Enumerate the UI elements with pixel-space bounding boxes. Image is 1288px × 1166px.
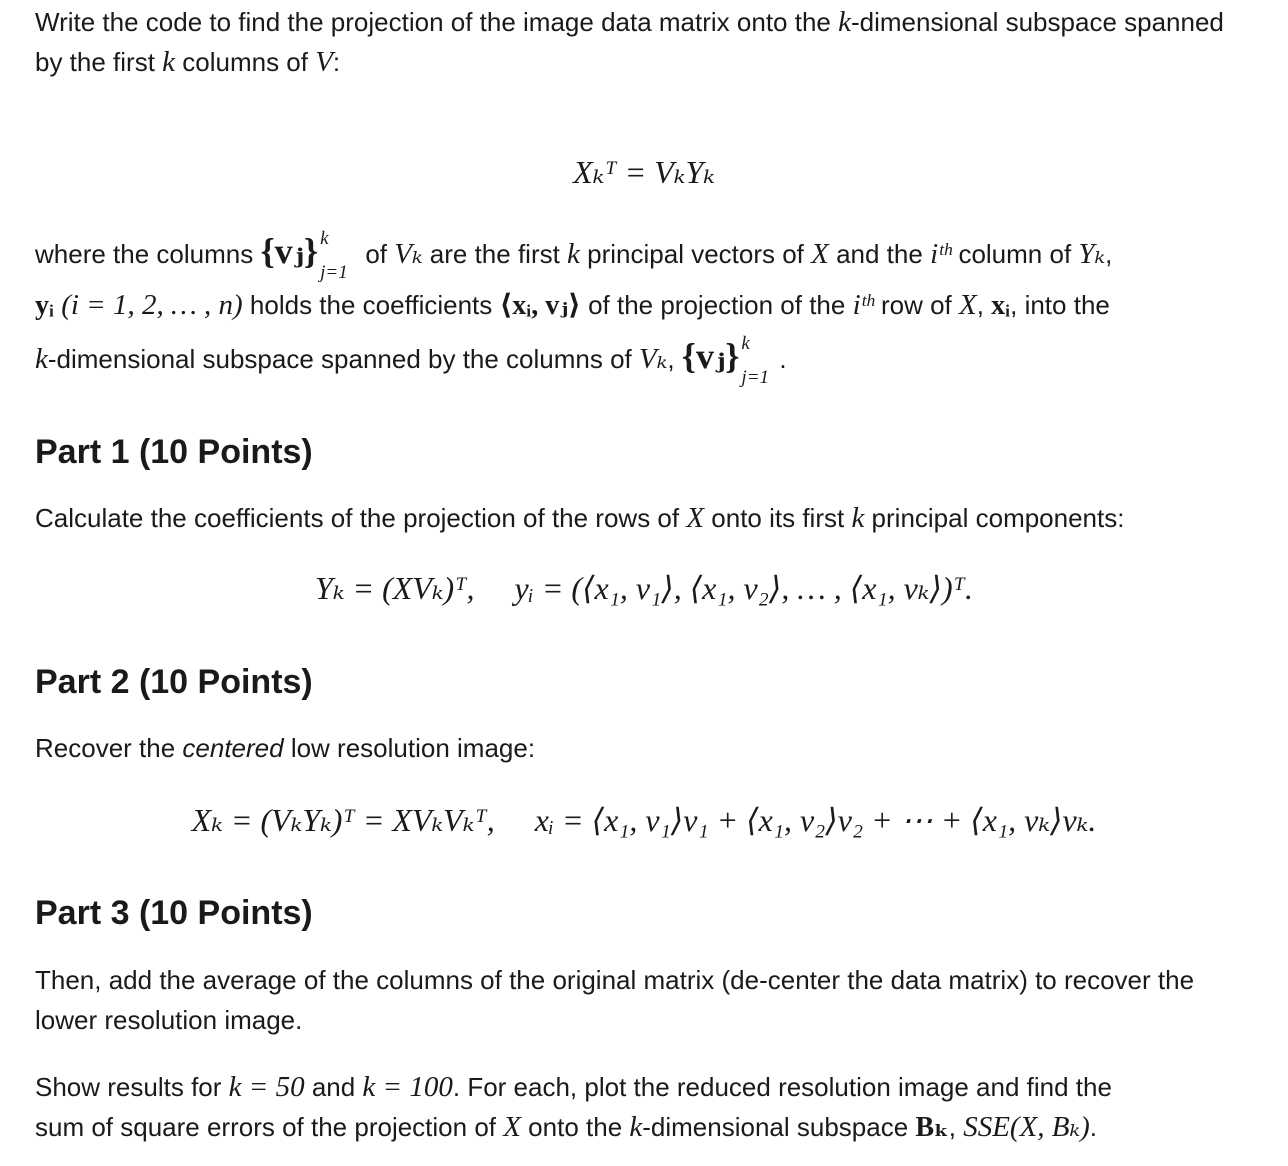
part2-heading: Part 2 (10 Points) (35, 663, 313, 701)
math-yi: yᵢ (35, 290, 54, 321)
sup-k: k (741, 333, 750, 354)
set-limits (318, 228, 358, 283)
text: Calculate the coefficients of the projection of the rows of (35, 503, 687, 533)
text: and (304, 1072, 363, 1102)
math-Yk: Yₖ (1078, 238, 1106, 270)
text: . For each, plot the reduced resolution image and find the (452, 1072, 1112, 1102)
math-Vk: Vₖ (394, 238, 423, 270)
math-k100: k = 100 (362, 1071, 453, 1103)
math-k: k (35, 343, 48, 375)
math-k: k (629, 1111, 643, 1143)
intro-text: : (332, 47, 341, 77)
math-range: (i = 1, 2, … , n) (53, 289, 243, 321)
text: are the first (422, 239, 568, 269)
text: column of (951, 239, 1079, 269)
text: , into the (1010, 290, 1110, 320)
sup-k: k (320, 228, 329, 249)
math-k: k (567, 238, 580, 270)
text: of the projection of the (580, 290, 853, 320)
math-X: X (811, 238, 829, 270)
math-inner: ⟨xᵢ, vⱼ⟩ (499, 290, 581, 321)
text: Recover the (35, 733, 183, 763)
equation-projection: Xₖᵀ = VₖYₖ (573, 154, 715, 190)
part1-equation (0, 566, 1288, 610)
eq-xi: xᵢ = ⟨x₁, v₁⟩v₁ + ⟨x₁, v₂⟩v₂ + ⋯ + ⟨x₁, vₖ⟩vₖ. (534, 802, 1097, 838)
text: principal components: (864, 503, 1125, 533)
math-ith: iᵗʰ (852, 289, 874, 321)
text: where the columns (35, 239, 261, 269)
text: sum of square errors of the projection of (35, 1112, 504, 1142)
sub-j1: j=1 (320, 262, 348, 283)
set-limits (739, 333, 779, 388)
math-Bk: Bₖ (915, 1112, 949, 1143)
sub-j1: j=1 (741, 367, 770, 388)
math-k: k (838, 6, 851, 38)
math-X: X (958, 289, 977, 321)
text: principal vectors of (579, 239, 812, 269)
eq-Xk: Xₖ = (VₖYₖ)ᵀ = XVₖVₖᵀ, (191, 802, 495, 838)
text: , (667, 344, 682, 374)
math-sse: SSE(X, Bₖ) (963, 1111, 1090, 1143)
math-V: V (315, 46, 333, 78)
text: . (779, 344, 787, 374)
eq-yi: yᵢ = (⟨x₁, v₁⟩, ⟨x₁, v₂⟩, … , ⟨x₁, vₖ⟩)ᵀ. (514, 570, 973, 606)
intro-text: Write the code to find the projection of the image data matrix onto the (35, 7, 839, 37)
math-set-v: {vⱼ} (260, 231, 319, 271)
text: . (1089, 1112, 1097, 1142)
text: -dimensional subspace spanned by the columns of (47, 344, 640, 374)
math-X: X (503, 1111, 521, 1143)
intro-text: columns of (175, 47, 316, 77)
math-k: k (851, 502, 865, 534)
math-set-v: {vⱼ} (681, 336, 740, 376)
intro-text: -dimensional subspace spanned by the first (35, 7, 1224, 77)
math-k: k (162, 46, 176, 78)
text: row of (873, 290, 959, 320)
eq-Yk: Yₖ = (XVₖ)ᵀ, (315, 570, 475, 606)
text: holds the coefficients (242, 290, 500, 320)
emphasis-centered: centered (182, 733, 284, 763)
part1-heading: Part 1 (10 Points) (35, 433, 313, 471)
math-ith: iᵗʰ (930, 238, 952, 270)
math-k50: k = 50 (228, 1071, 305, 1103)
part1-text (35, 498, 1258, 538)
part2-text (35, 728, 1258, 768)
text: onto the (520, 1112, 630, 1142)
math-X: X (686, 502, 705, 534)
text: of (358, 239, 395, 269)
part3-heading: Part 3 (10 Points) (35, 894, 313, 932)
math-xi: xᵢ (991, 290, 1011, 321)
text: -dimensional subspace (642, 1112, 916, 1142)
text: Show results for (35, 1072, 229, 1102)
math-Vk: Vₖ (639, 343, 668, 375)
part3-paragraph: Then, add the average of the columns of the original matrix (de-center the data matrix) to recover the lower resolution image. (35, 965, 1195, 1035)
part3-results: Show results for k = 50 and k = 100. For each, plot the reduced resolution image and find the sum of square errors of the projection of X onto the k-dimensional subspace Bₖ, SSE(X, Bₖ). (35, 1071, 1112, 1143)
where-paragraph: where the columns {vⱼ} k j=1 of Vₖ are the first k principal vectors of X and the iᵗʰ column of Yₖ, yᵢ (i = 1, 2, … , n) holds the coefficients ⟨xᵢ, vⱼ⟩ of the projection of the iᵗʰ row of X, xᵢ, into the k-dimensional subspace spanned by the columns of Vₖ, {vⱼ} k j=1 . (35, 226, 1258, 385)
text: onto its first (704, 503, 852, 533)
part2-equation (0, 798, 1288, 842)
text: low resolution image: (283, 733, 536, 763)
text: and the (828, 239, 931, 269)
text: , (1105, 239, 1113, 269)
intro-paragraph (35, 2, 1258, 82)
